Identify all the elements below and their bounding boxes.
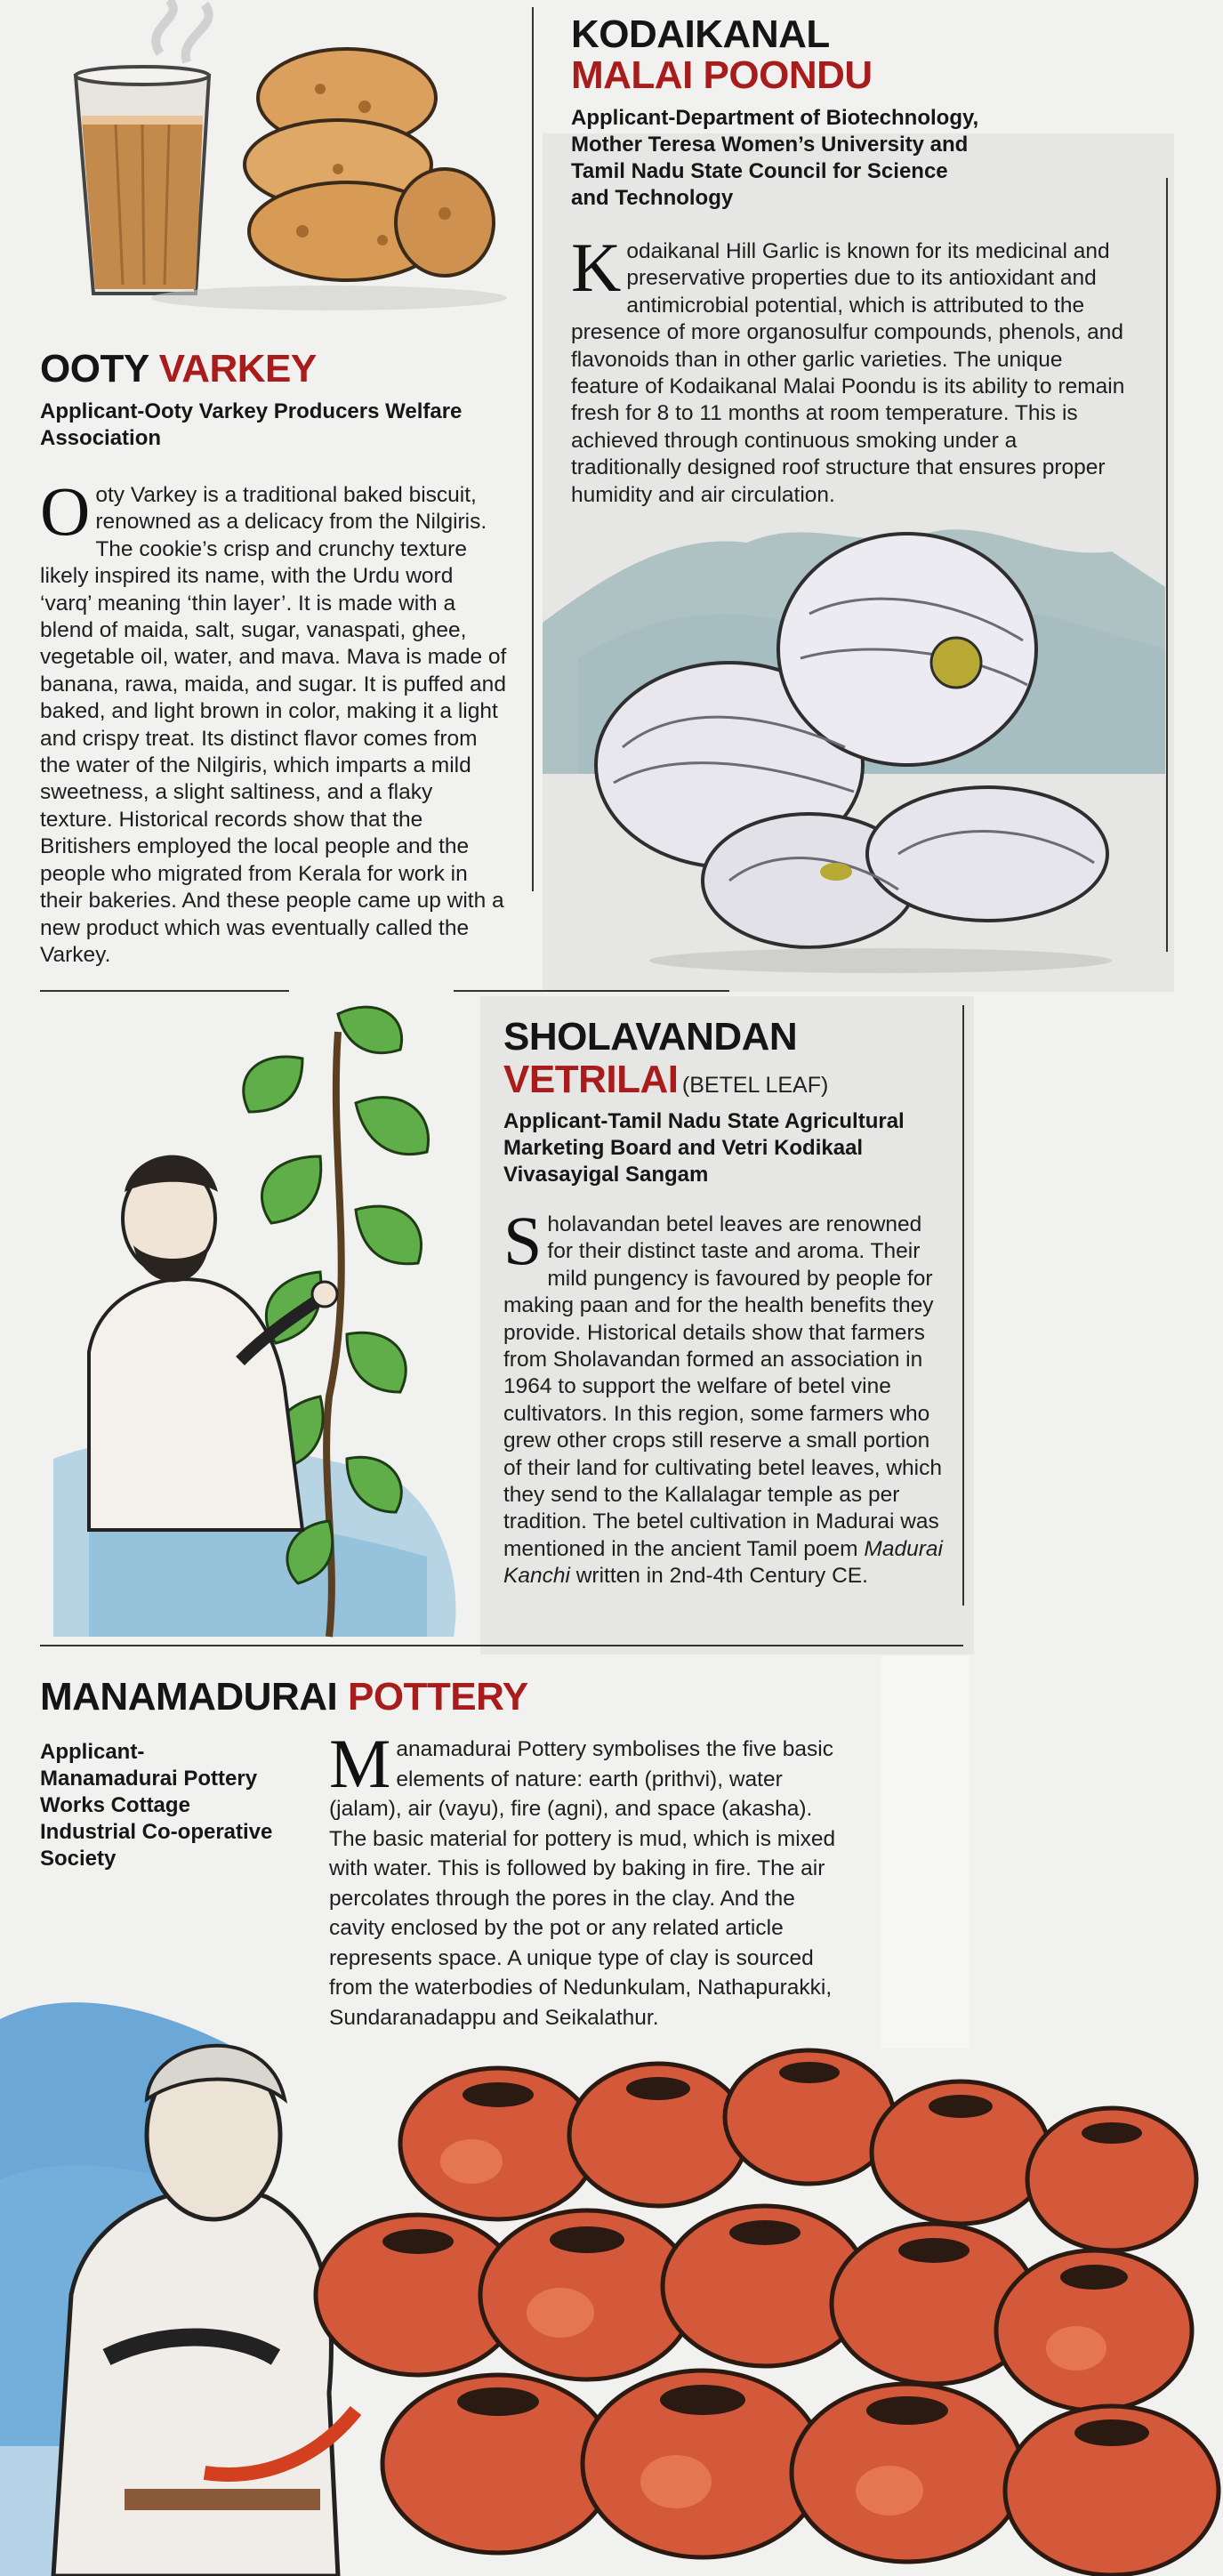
vetrilai-title [503, 1016, 828, 1110]
vetrilai-title-red: VETRILAI [503, 1058, 679, 1101]
poondu-dropcap: K [571, 229, 622, 306]
varkey-title [40, 347, 317, 391]
vetrilai-right-rule [962, 1005, 964, 1606]
pottery-dropcap: M [329, 1725, 391, 1802]
vetrilai-applicant: Applicant-Tamil Nadu State Agricultural Marketing Board and Vetri Kodikaal Vivasayigal Sangam [503, 1109, 905, 1187]
varkey-body-text: oty Varkey is a traditional baked biscuit, renowned as a delicacy from the Nilgiris. The cookie’s crisp and crunchy texture likely inspired its name, with the Urdu word ‘varq’ meaning ‘thin layer’. It is made with a blend of maida, salt, sugar, vanaspati, ghee, vegetable oil, water, and mava. Mava is made of banana, rawa, maida, and sugar. It is puffed and baked, and light brown in color, making it a light and crispy treat. Its distinct flavor comes from the water of the Nilgiris, which imparts a mild sweetness, a slight saltiness, and a flaky texture. Historical records show that the Britishers employed the local people and the people who migrated from Kerala for work in their bakeries. And these people came up with a new product which was eventually called the Varkey. [40, 483, 507, 967]
poondu-right-rule [1166, 178, 1168, 952]
varkey-title-dark: OOTY [40, 347, 149, 390]
section-rule-1b [454, 990, 729, 992]
vetrilai-body-em: Madurai Kanchi [503, 1536, 943, 1589]
vetrilai-body-post: written in 2nd-4th Century CE. [569, 1564, 868, 1589]
varkey-dropcap: O [40, 472, 91, 550]
pottery-title-red: POTTERY [347, 1675, 528, 1719]
pottery-body-text: anamadurai Pottery symbolises the five basic elements of nature: earth (prithvi), water (jalam), air (vayu), fire (agni), and space (akasha). The basic material for pottery is mud, which is mixed with water. This is followed by baking in fire. The air percolates through the pores in the clay. And the cavity enclosed by the pot or any related article represents space. A unique type of clay is sourced from the waterbodies of Nedunkulam, Nathapurakki, Sundaranadappu and Seikalathur. [329, 1737, 836, 2030]
pottery-applicant: Applicant-Manamadurai Pottery Works Cottage Industrial Co-operative Society [40, 1740, 273, 1871]
poondu-body-text: odaikanal Hill Garlic is known for its medicinal and preservative properties due to its antioxidant and antimicrobial potential, which is attributed to the presence of more organosulfur compounds, phenols, and flavonoids than in other garlic varieties. The unique feature of Kodaikanal Malai Poondu is its ability to remain fresh for 8 to 11 months at room temperature. This is achieved through continuous smoking under a traditionally designed roof structure that ensures proper humidity and air circulation. [571, 239, 1125, 507]
varkey-illustration [53, 0, 516, 320]
section-rule-2 [40, 1645, 963, 1646]
vetrilai-body-pre: holavandan betel leaves are renowned for their distinct taste and aroma. Their mild pungency is favoured by people for making paan and for the health benefits they provide. Historical details show that farmers from Sholavandan formed an association in 1964 to support the welfare of betel vine cultivators. In this region, some farmers who grew other crops still reserve a small portion of their land for cultivating betel leaves, which they send to the Kallalagar temple as per tradition. The betel cultivation in Madurai was mentioned in the ancient Tamil poem [503, 1212, 942, 1561]
vetrilai-body [503, 1202, 948, 1590]
garlic-illustration [543, 480, 1165, 987]
poondu-title-dark: KODAIKANAL [571, 12, 830, 56]
column-divider-top [532, 7, 534, 891]
betel-farmer-illustration [36, 978, 480, 1646]
vetrilai-title-sub: (BETEL LEAF) [681, 1073, 829, 1098]
poondu-body [571, 229, 1131, 509]
poondu-applicant: Applicant-Department of Biotechnology, Mother Teresa Women’s University and Tamil Nadu State Council for Science and Technology [571, 106, 979, 210]
vetrilai-dropcap: S [503, 1202, 543, 1279]
pottery-title [40, 1675, 528, 1719]
pottery-title-dark: MANAMADURAI [40, 1675, 338, 1719]
vetrilai-title-dark: SHOLAVANDAN [503, 1015, 798, 1059]
pottery-illustration [0, 1912, 1223, 2576]
poondu-title-red: MALAI POONDU [571, 53, 873, 97]
varkey-body [40, 472, 507, 969]
varkey-title-red: VARKEY [158, 347, 317, 390]
varkey-applicant: Applicant-Ooty Varkey Producers Welfare Association [40, 399, 463, 450]
